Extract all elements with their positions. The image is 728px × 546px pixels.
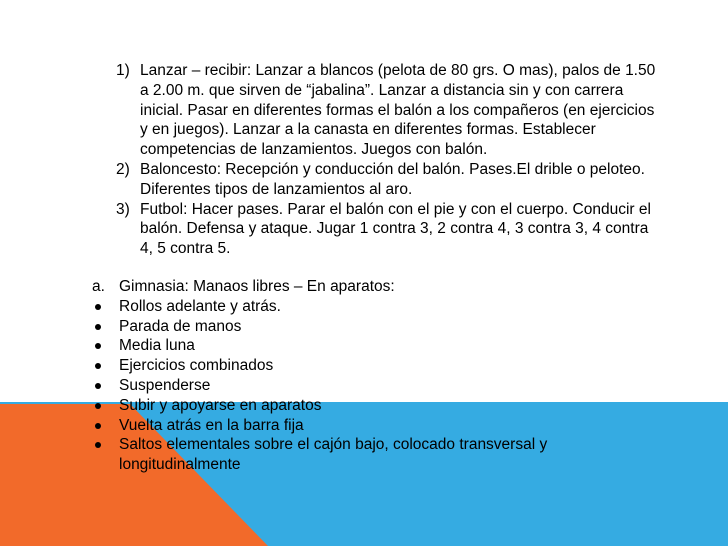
bullet-item: [92, 416, 612, 436]
list-marker: a.: [92, 278, 105, 295]
bullet-icon: [95, 343, 101, 349]
bullet-text: Parada de manos: [119, 317, 242, 335]
item-text: Lanzar – recibir: Lanzar a blancos (pelota de 80 grs. O mas), palos de 1.50 a 2.00 m. que sirven de “jabalina”. Lanzar a distancia sin y con carrera inicial. Pasar en diferentes formas el balón a los compañeros (en ejercicios y en juegos). Lanzar a la canasta en diferentes formas. Establecer competencias de lanzamientos. Juegos con balón.: [140, 62, 656, 159]
bullet-icon: [95, 423, 101, 429]
bullet-item: [92, 376, 612, 396]
item-number: 2): [116, 160, 130, 178]
item-text: Futbol: Hacer pases. Parar el balón con el pie y con el cuerpo. Conducir el balón. Defensa y ataque. Jugar 1 contra 3, 2 contra 4, 3 contra 3, 4 contra 4, 5 contra 5.: [140, 200, 651, 258]
bullet-item: [92, 435, 612, 475]
bullet-text: Suspenderse: [119, 376, 211, 394]
bullet-text: Subir y apoyarse en aparatos: [119, 396, 322, 414]
bullet-text: Vuelta atrás en la barra fija: [119, 416, 304, 434]
bullet-item: [92, 356, 612, 376]
gimnasia-heading: Gimnasia: Manaos libres – En aparatos:: [119, 278, 395, 295]
bullet-icon: [95, 304, 101, 310]
bullet-text: Rollos adelante y atrás.: [119, 297, 281, 315]
bullet-icon: [95, 403, 101, 409]
bullet-icon: [95, 324, 101, 330]
gimnasia-section: [92, 277, 612, 475]
item-text: Baloncesto: Recepción y conducción del balón. Pases.El drible o peloteo. Diferentes tipos de lanzamientos al aro.: [140, 160, 645, 198]
bullet-item: [92, 317, 612, 337]
numbered-item: [116, 61, 656, 160]
numbered-item: [116, 160, 656, 200]
bullet-icon: [95, 363, 101, 369]
numbered-list: [116, 61, 656, 259]
bullet-text: Ejercicios combinados: [119, 357, 274, 375]
item-number: 3): [116, 200, 130, 218]
gimnasia-heading-row: [92, 277, 612, 297]
bullet-item: [92, 336, 612, 356]
bullet-item: [92, 396, 612, 416]
bullet-icon: [95, 383, 101, 389]
bullet-icon: [95, 442, 101, 448]
item-number: 1): [116, 62, 130, 79]
numbered-item: [116, 200, 656, 259]
bullet-text: Media luna: [119, 337, 195, 355]
bullet-text: Saltos elementales sobre el cajón bajo, colocado transversal y longitudinalmente: [119, 436, 548, 474]
bullet-item: [92, 297, 612, 317]
